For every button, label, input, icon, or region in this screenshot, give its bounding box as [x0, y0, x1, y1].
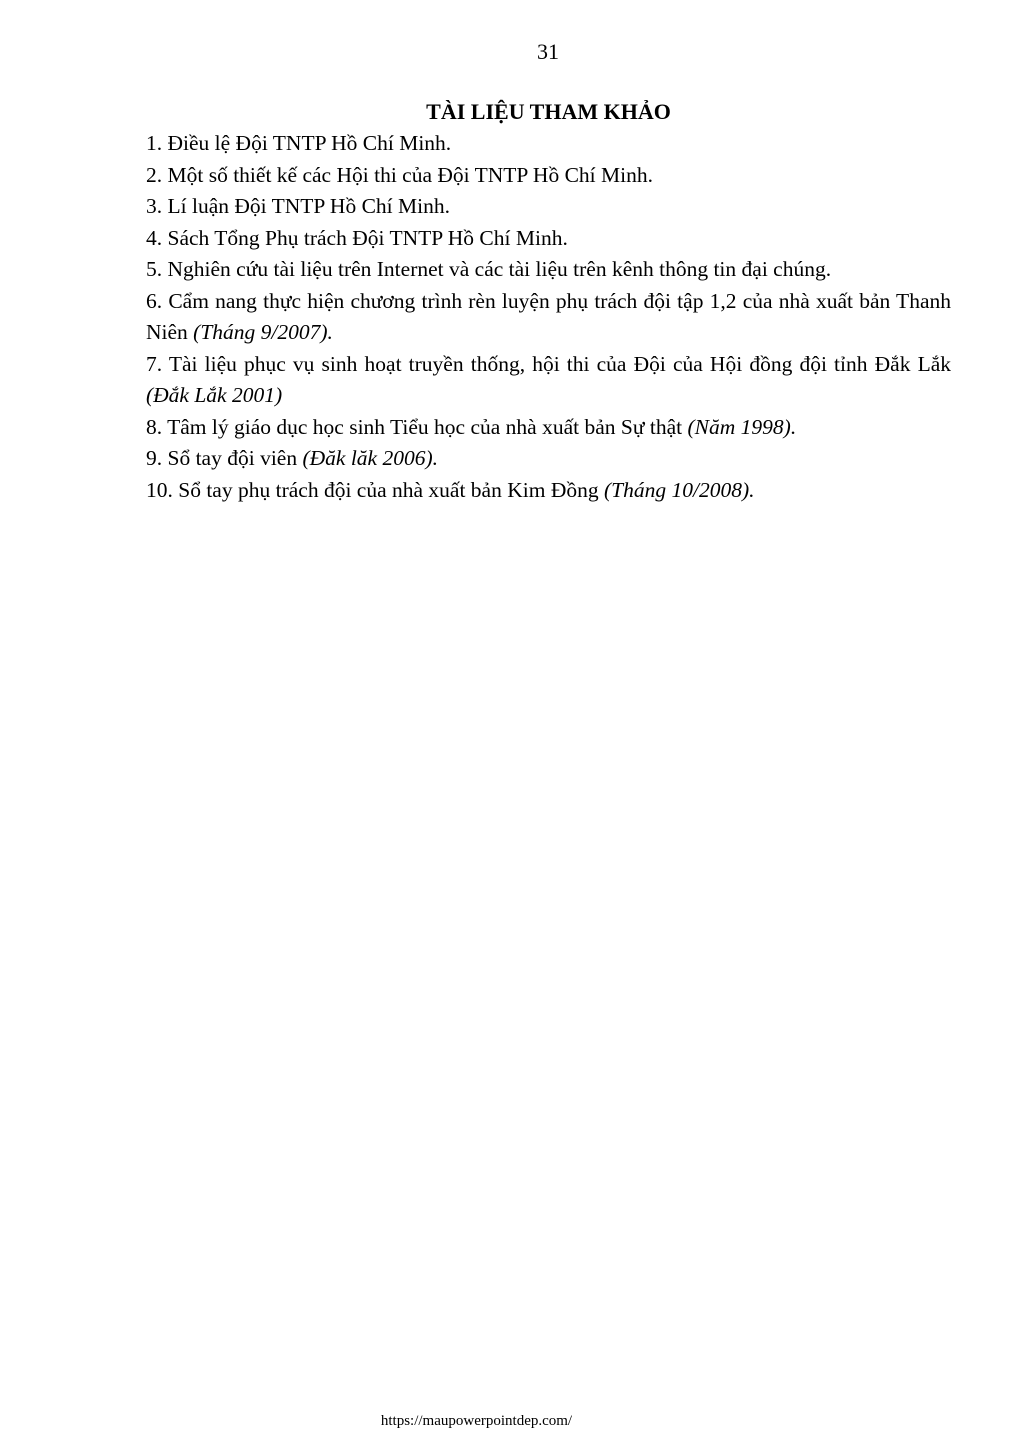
page-number: 31 [537, 39, 559, 64]
footer [0, 1411, 1023, 1431]
reference-text: 8. Tâm lý giáo dục học sinh Tiểu học của nhà xuất bản Sự thật [146, 414, 688, 439]
reference-text: 5. Nghiên cứu tài liệu trên Internet và các tài liệu trên kênh thông tin đại chúng. [146, 257, 832, 281]
reference-text: 3. Lí luận Đội TNTP Hồ Chí Minh. [146, 194, 450, 218]
reference-note: (Đăk lăk 2006). [302, 446, 438, 470]
references-heading: TÀI LIỆU THAM KHẢO [426, 99, 671, 124]
reference-item-4 [146, 223, 951, 255]
reference-item-5 [146, 254, 951, 286]
reference-text: 7. Tài liệu phục vụ sinh hoạt truyền thống, hội thi của Đội của Hội đồng đội tỉnh Đắk Lắk [146, 351, 951, 376]
reference-text: 4. Sách Tổng Phụ trách Đội TNTP Hồ Chí Minh. [146, 225, 568, 250]
reference-item-3 [146, 191, 951, 223]
reference-note: (Tháng 10/2008). [603, 477, 755, 502]
reference-note: (Năm 1998). [687, 414, 797, 439]
reference-note: (Tháng 9/2007). [193, 320, 333, 344]
references-section [146, 96, 951, 506]
reference-item-1 [146, 128, 951, 160]
reference-note: (Đắk Lắk 2001) [146, 383, 283, 407]
reference-item-10 [146, 475, 951, 507]
reference-text: 6. Cẩm nang thực hiện chương trình rèn luyện phụ trách đội tập 1,2 của nhà xuất bản Thanh Niên [146, 288, 951, 344]
reference-item-9 [146, 443, 951, 475]
reference-text: 10. Sổ tay phụ trách đội của nhà xuất bản Kim Đồng [146, 477, 604, 502]
reference-item-2 [146, 160, 951, 192]
reference-text: 9. Sổ tay đội viên [146, 446, 303, 470]
references-list [146, 128, 951, 506]
reference-item-7 [146, 349, 951, 412]
reference-item-8 [146, 412, 951, 444]
footer-url: https://maupowerpointdep.com/ [380, 1413, 573, 1429]
reference-text: 1. Điều lệ Đội TNTP Hồ Chí Minh. [146, 131, 452, 155]
reference-text: 2. Một số thiết kế các Hội thi của Đội TNTP Hồ Chí Minh. [146, 162, 653, 187]
reference-item-6 [146, 286, 951, 349]
